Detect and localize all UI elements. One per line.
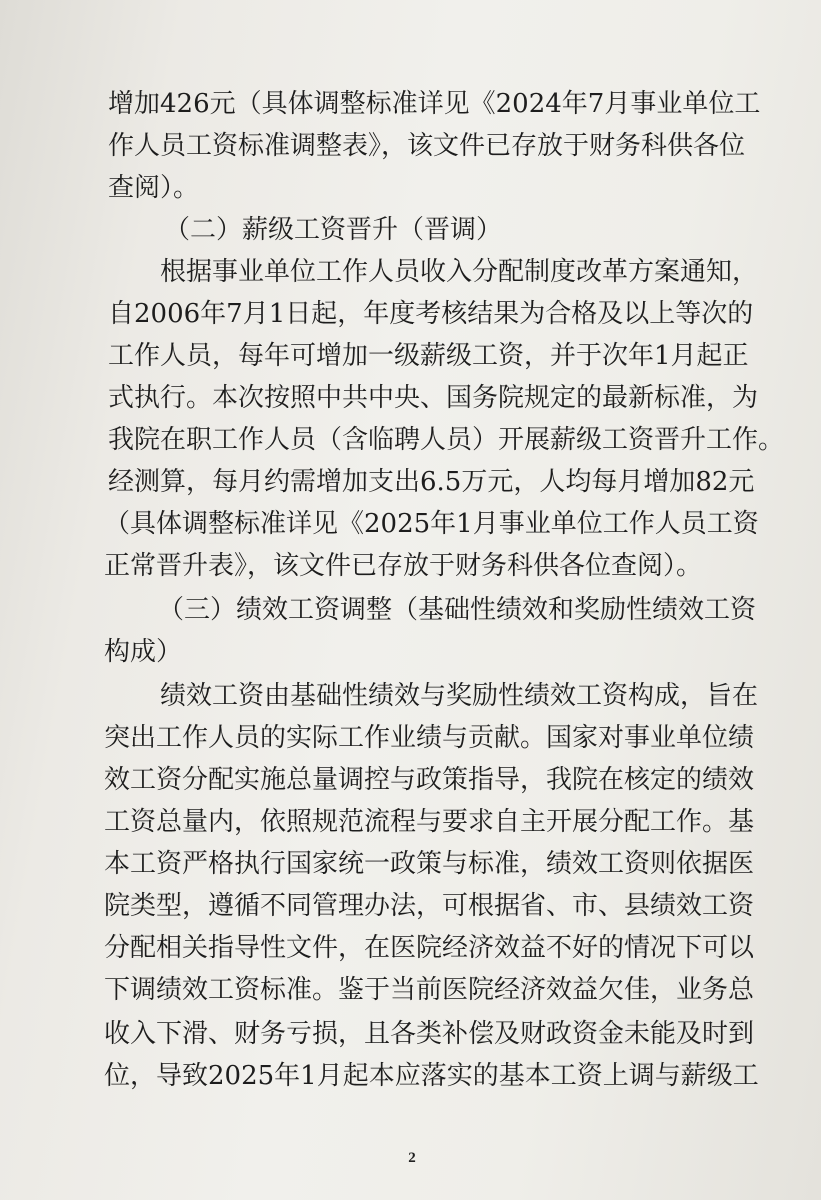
text-line: 经测算，每月约需增加支出6.5万元，人均每月增加82元 xyxy=(108,467,755,497)
text-line: （具体调整标准详见《2025年1月事业单位工作人员工资 xyxy=(104,509,759,539)
text-line: 位，导致2025年1月起本应落实的基本工资上调与薪级工 xyxy=(104,1061,759,1091)
section-heading: （二）薪级工资晋升（晋调） xyxy=(164,215,503,245)
text-line: 院类型，遵循不同管理办法，可根据省、市、县绩效工资 xyxy=(104,891,755,921)
page-number: 2 xyxy=(408,1150,416,1166)
text-line: 增加426元（具体调整标准详见《2024年7月事业单位工 xyxy=(108,89,761,119)
text-line: 工作人员，每年可增加一级薪级工资，并于次年1月起正 xyxy=(108,341,749,371)
text-line: 绩效工资由基础性绩效与奖励性绩效工资构成，旨在 xyxy=(160,681,759,711)
text-line: 下调绩效工资标准。鉴于当前医院经济效益欠佳，业务总 xyxy=(104,975,755,1005)
text-line: 效工资分配实施总量调控与政策指导，我院在核定的绩效 xyxy=(104,765,755,795)
text-line: 工资总量内，依照规范流程与要求自主开展分配工作。基 xyxy=(104,807,755,837)
text-line: 式执行。本次按照中共中央、国务院规定的最新标准，为 xyxy=(108,383,759,413)
text-line: 本工资严格执行国家统一政策与标准，绩效工资则依据医 xyxy=(104,849,755,879)
text-line: 作人员工资标准调整表》，该文件已存放于财务科供各位 xyxy=(108,131,746,161)
text-line: 正常晋升表》，该文件已存放于财务科供各位查阅）。 xyxy=(104,551,703,581)
text-line: 突出工作人员的实际工作业绩与贡献。国家对事业单位绩 xyxy=(104,723,755,753)
text-line: 自2006年7月1日起，年度考核结果为合格及以上等次的 xyxy=(108,299,754,329)
text-line: 收入下滑、财务亏损，且各类补偿及财政资金未能及时到 xyxy=(104,1019,755,1049)
text-line: 根据事业单位工作人员收入分配制度改革方案通知， xyxy=(160,257,759,287)
section-heading: （三）绩效工资调整（基础性绩效和奖励性绩效工资 xyxy=(158,595,757,625)
section-heading: 构成） xyxy=(104,637,183,667)
text-line: 查阅）。 xyxy=(108,173,200,203)
text-line: 分配相关指导性文件，在医院经济效益不好的情况下可以 xyxy=(104,933,755,963)
text-line: 我院在职工作人员（含临聘人员）开展薪级工资晋升工作。 xyxy=(108,425,785,455)
